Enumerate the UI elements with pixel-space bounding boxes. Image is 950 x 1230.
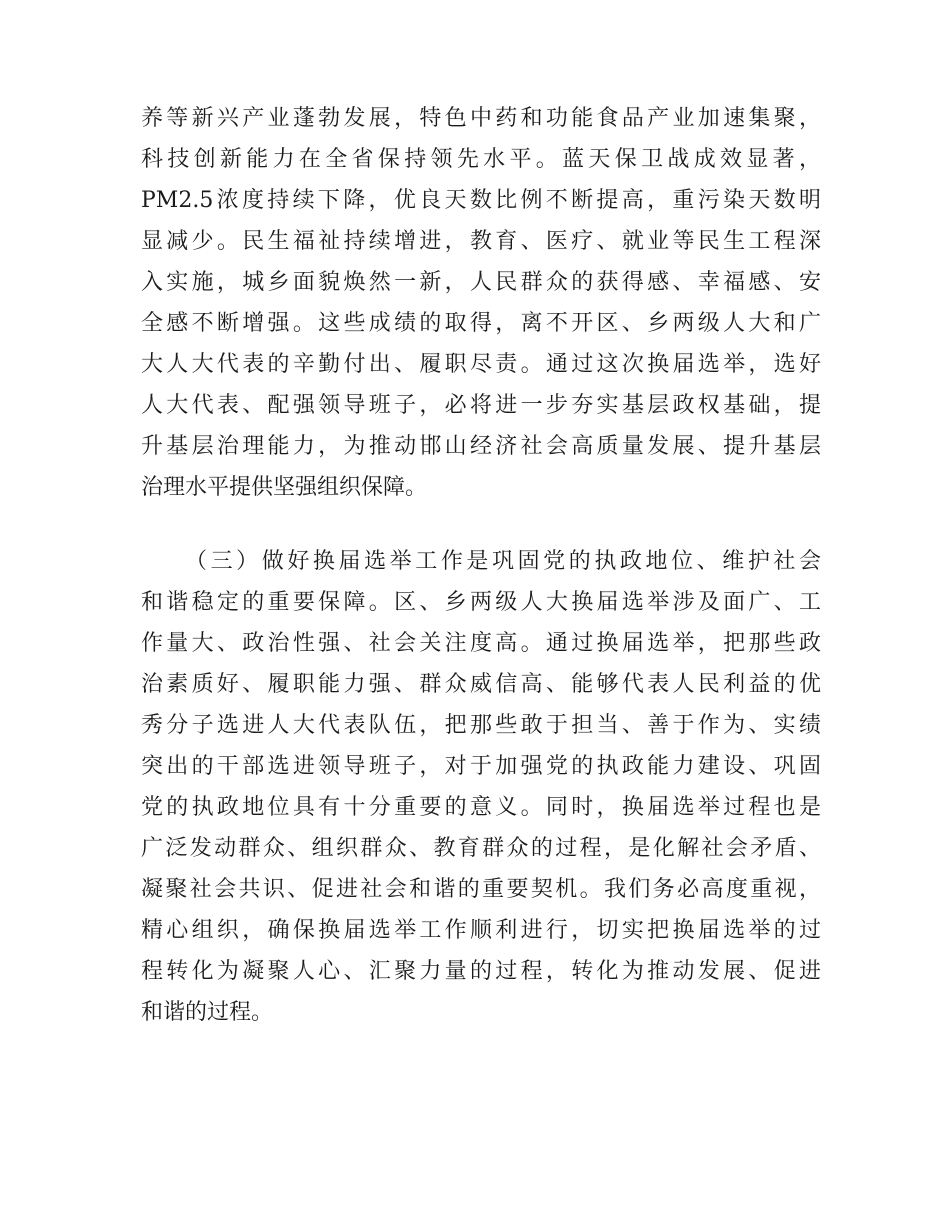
- paragraph-2-line: 党的执政地位具有十分重要的意义。同时，换届选举过程也是: [141, 795, 821, 820]
- paragraph-2: [141, 541, 821, 1033]
- paragraph-2-line: 和谐的过程。: [141, 1000, 274, 1025]
- paragraph-2-line: （三）做好换届选举工作是巩固党的执政地位、维护社会: [185, 549, 821, 574]
- paragraph-2-line: 突出的干部选进领导班子，对于加强党的执政能力建设、巩固: [141, 754, 821, 779]
- paragraph-1-line: 治理水平提供坚强组织保障。: [141, 475, 428, 500]
- paragraph-1-line: 人大代表、配强领导班子，必将进一步夯实基层政权基础，提: [141, 393, 821, 418]
- paragraph-1-line: 升基层治理能力，为推动邯山经济社会高质量发展、提升基层: [141, 434, 821, 459]
- paragraph-1-line: 大人大代表的辛勤付出、履职尽责。通过这次换届选举，选好: [141, 352, 821, 377]
- paragraph-2-line: 精心组织，确保换届选举工作顺利进行，切实把换届选举的过: [141, 918, 821, 943]
- paragraph-2-line: 秀分子选进人大代表队伍，把那些敢于担当、善于作为、实绩: [141, 713, 821, 738]
- paragraph-1-line: 全感不断增强。这些成绩的取得，离不开区、乡两级人大和广: [141, 311, 821, 336]
- paragraph-1-line: 科技创新能力在全省保持领先水平。蓝天保卫战成效显著，: [141, 147, 821, 172]
- paragraph-2-line: 作量大、政治性强、社会关注度高。通过换届选举，把那些政: [141, 631, 821, 656]
- paragraph-1-line: 入实施，城乡面貌焕然一新，人民群众的获得感、幸福感、安: [141, 270, 821, 295]
- paragraph-2-line: 和谐稳定的重要保障。区、乡两级人大换届选举涉及面广、工: [141, 590, 821, 615]
- paragraph-1-line: PM2.5浓度持续下降，优良天数比例不断提高，重污染天数明: [141, 188, 821, 213]
- paragraph-1-line: 显减少。民生福祉持续增进，教育、医疗、就业等民生工程深: [141, 229, 821, 254]
- paragraph-2-line: 凝聚社会共识、促进社会和谐的重要契机。我们务必高度重视，: [141, 877, 821, 902]
- paragraph-1: [141, 98, 821, 508]
- paragraph-2-line: 程转化为凝聚人心、汇聚力量的过程，转化为推动发展、促进: [141, 959, 821, 984]
- paragraph-2-line: 治素质好、履职能力强、群众威信高、能够代表人民利益的优: [141, 672, 821, 697]
- paragraph-2-line: 广泛发动群众、组织群众、教育群众的过程，是化解社会矛盾、: [141, 836, 821, 861]
- paragraph-1-line: 养等新兴产业蓬勃发展，特色中药和功能食品产业加速集聚，: [141, 106, 821, 131]
